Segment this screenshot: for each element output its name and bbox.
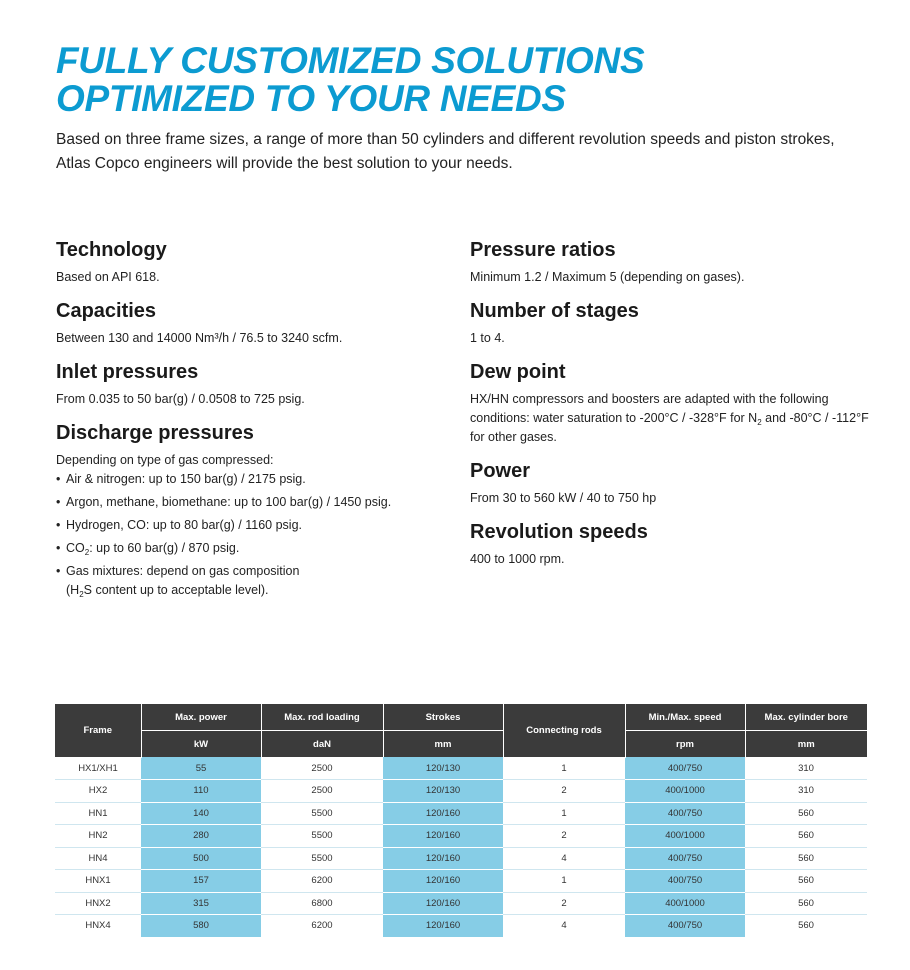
dew-point-section — [470, 360, 870, 447]
cell-frame: HNX4 — [85, 920, 111, 932]
cell-speed: 400/750 — [625, 915, 745, 937]
cell-speed: 400/1000 — [625, 825, 745, 848]
cell-max-power: 315 — [141, 892, 261, 915]
unit-speed: rpm — [625, 731, 745, 758]
cell-max-power: 140 — [141, 802, 261, 825]
table-row — [55, 847, 867, 870]
power-title: Power — [470, 460, 531, 482]
stages-title: Number of stages — [470, 300, 639, 322]
table-row — [55, 780, 867, 803]
cell-max-rod-loading: 6200 — [311, 920, 333, 932]
pressure-ratios-title: Pressure ratios — [470, 239, 616, 261]
cell-cylinder-bore: 560 — [745, 825, 867, 848]
cell-max-rod-loading: 2500 — [261, 780, 383, 803]
header-max-power: Max. power — [141, 704, 261, 731]
unit-power: kW — [141, 731, 261, 758]
header-max-rod-loading: Max. rod loading — [261, 704, 383, 731]
cell-connecting-rods: 1 — [503, 870, 625, 893]
table-row — [55, 802, 867, 825]
unit-rod-loading: daN — [261, 731, 383, 758]
table-row — [55, 757, 867, 780]
capacities-title: Capacities — [56, 300, 157, 322]
cell-strokes: 120/160 — [383, 847, 503, 870]
headline-line-2: OPTIMIZED TO YOUR NEEDS — [56, 78, 566, 119]
right-spec-column — [470, 238, 870, 581]
cell-frame: HN2 — [55, 825, 141, 848]
cell-strokes: 120/130 — [383, 780, 503, 803]
inlet-pressures-title: Inlet pressures — [56, 361, 199, 383]
cell-speed: 400/1000 — [625, 780, 745, 803]
headline-line-1: FULLY CUSTOMIZED SOLUTIONS — [56, 40, 645, 81]
cell-frame: HN4 — [55, 847, 141, 870]
list-item: • Argon, methane, biomethane: up to 100 bar(g) / 1450 psig. — [56, 495, 392, 509]
cell-speed: 400/750 — [625, 870, 745, 893]
page-headline — [56, 42, 644, 118]
cell-strokes: 120/160 — [383, 892, 503, 915]
stages-section — [470, 299, 870, 348]
cell-max-power: 500 — [141, 847, 261, 870]
cell-connecting-rods: 2 — [503, 825, 625, 848]
cell-connecting-rods: 4 — [561, 920, 567, 932]
unit-bore: mm — [745, 731, 867, 758]
left-spec-column — [56, 238, 456, 612]
list-item: • $CO_2$: up to 60 bar(g) / 870 psig. — [56, 541, 240, 557]
cell-speed: 400/750 — [625, 847, 745, 870]
discharge-pressures-section — [56, 421, 456, 600]
discharge-pressures-intro: Depending on type of gas compressed: — [56, 453, 274, 467]
table-row — [55, 915, 867, 937]
cell-strokes: 120/160 — [383, 802, 503, 825]
pressure-ratios-section — [470, 238, 870, 287]
cell-cylinder-bore: 310 — [745, 757, 867, 780]
cell-speed: 400/1000 — [625, 892, 745, 915]
cell-max-power: 280 — [141, 825, 261, 848]
header-frame: Frame — [55, 704, 141, 757]
cell-cylinder-bore: 560 — [745, 870, 867, 893]
cell-strokes: 120/160 — [383, 915, 503, 937]
stages-text: 1 to 4. — [470, 331, 505, 345]
cell-cylinder-bore: 310 — [745, 780, 867, 803]
cell-frame: HNX1 — [55, 870, 141, 893]
discharge-pressures-title: Discharge pressures — [56, 422, 254, 444]
table-row — [55, 892, 867, 915]
cell-max-power: 110 — [141, 780, 261, 803]
intro-paragraph: Based on three frame sizes, a range of more than 50 cylinders and different revolution speeds and piston strokes, Atlas Copco engineers will provide the best solution to your needs. — [56, 131, 835, 172]
cell-max-rod-loading: 5500 — [261, 847, 383, 870]
cell-strokes: 120/160 — [383, 870, 503, 893]
specifications-table — [55, 704, 867, 937]
discharge-pressures-list — [56, 470, 456, 600]
cell-connecting-rods: 1 — [503, 802, 625, 825]
technology-text: Based on API 618. — [56, 270, 160, 284]
cell-frame: HN1 — [55, 802, 141, 825]
technology-section — [56, 238, 456, 287]
cell-strokes: 120/160 — [383, 825, 503, 848]
cell-connecting-rods: 1 — [503, 757, 625, 780]
cell-frame: HX2 — [55, 780, 141, 803]
cell-strokes: 120/130 — [383, 757, 503, 780]
header-speed: Min./Max. speed — [625, 704, 745, 731]
cell-max-rod-loading: 2500 — [261, 757, 383, 780]
cell-max-rod-loading: 5500 — [261, 802, 383, 825]
dew-point-text: HX/HN compressors and boosters are adapted with the following conditions: water saturation to -200°C / -328°F for $N_2$ and -80°C / -112°F for other gases. — [470, 392, 869, 444]
technology-title: Technology — [56, 239, 167, 261]
cell-cylinder-bore: 560 — [745, 892, 867, 915]
cell-max-power: 55 — [141, 757, 261, 780]
cell-cylinder-bore: 560 — [798, 920, 814, 932]
list-item: • Hydrogen, CO: up to 80 bar(g) / 1160 psig. — [56, 518, 303, 532]
cell-cylinder-bore: 560 — [745, 847, 867, 870]
table-row — [55, 870, 867, 893]
power-section — [470, 459, 870, 508]
unit-strokes: mm — [383, 731, 503, 758]
cell-cylinder-bore: 560 — [745, 802, 867, 825]
header-cylinder-bore: Max. cylinder bore — [745, 704, 867, 731]
cell-connecting-rods: 2 — [503, 892, 625, 915]
header-strokes: Strokes — [383, 704, 503, 731]
cell-max-rod-loading: 6800 — [261, 892, 383, 915]
cell-max-rod-loading: 5500 — [261, 825, 383, 848]
inlet-pressures-section — [56, 360, 456, 409]
cell-max-rod-loading: 6200 — [261, 870, 383, 893]
cell-max-power: 157 — [141, 870, 261, 893]
cell-max-power: 580 — [141, 915, 261, 937]
table-row — [55, 825, 867, 848]
cell-connecting-rods: 4 — [503, 847, 625, 870]
inlet-pressures-text: From 0.035 to 50 bar(g) / 0.0508 to 725 psig. — [56, 392, 305, 406]
cell-frame: HX1/XH1 — [55, 757, 141, 780]
revolution-speeds-text: 400 to 1000 rpm. — [470, 552, 565, 566]
capacities-text: Between 130 and 14000 Nm³/h / 76.5 to 3240 scfm. — [56, 331, 343, 345]
pressure-ratios-text: Minimum 1.2 / Maximum 5 (depending on gases). — [470, 270, 745, 284]
cell-speed: 400/750 — [625, 802, 745, 825]
cell-connecting-rods: 2 — [503, 780, 625, 803]
dew-point-title: Dew point — [470, 361, 566, 383]
list-item: • Air & nitrogen: up to 150 bar(g) / 2175 psig. — [56, 472, 306, 486]
revolution-speeds-title: Revolution speeds — [470, 521, 648, 543]
cell-speed: 400/750 — [625, 757, 745, 780]
list-item: • Gas mixtures: depend on gas composition ($H_2S$ content up to acceptable level). — [56, 564, 300, 599]
header-connecting-rods: Connecting rods — [503, 704, 625, 757]
power-text: From 30 to 560 kW / 40 to 750 hp — [470, 491, 657, 505]
capacities-section — [56, 299, 456, 348]
revolution-speeds-section — [470, 520, 870, 569]
table-body — [55, 757, 867, 937]
cell-frame: HNX2 — [55, 892, 141, 915]
